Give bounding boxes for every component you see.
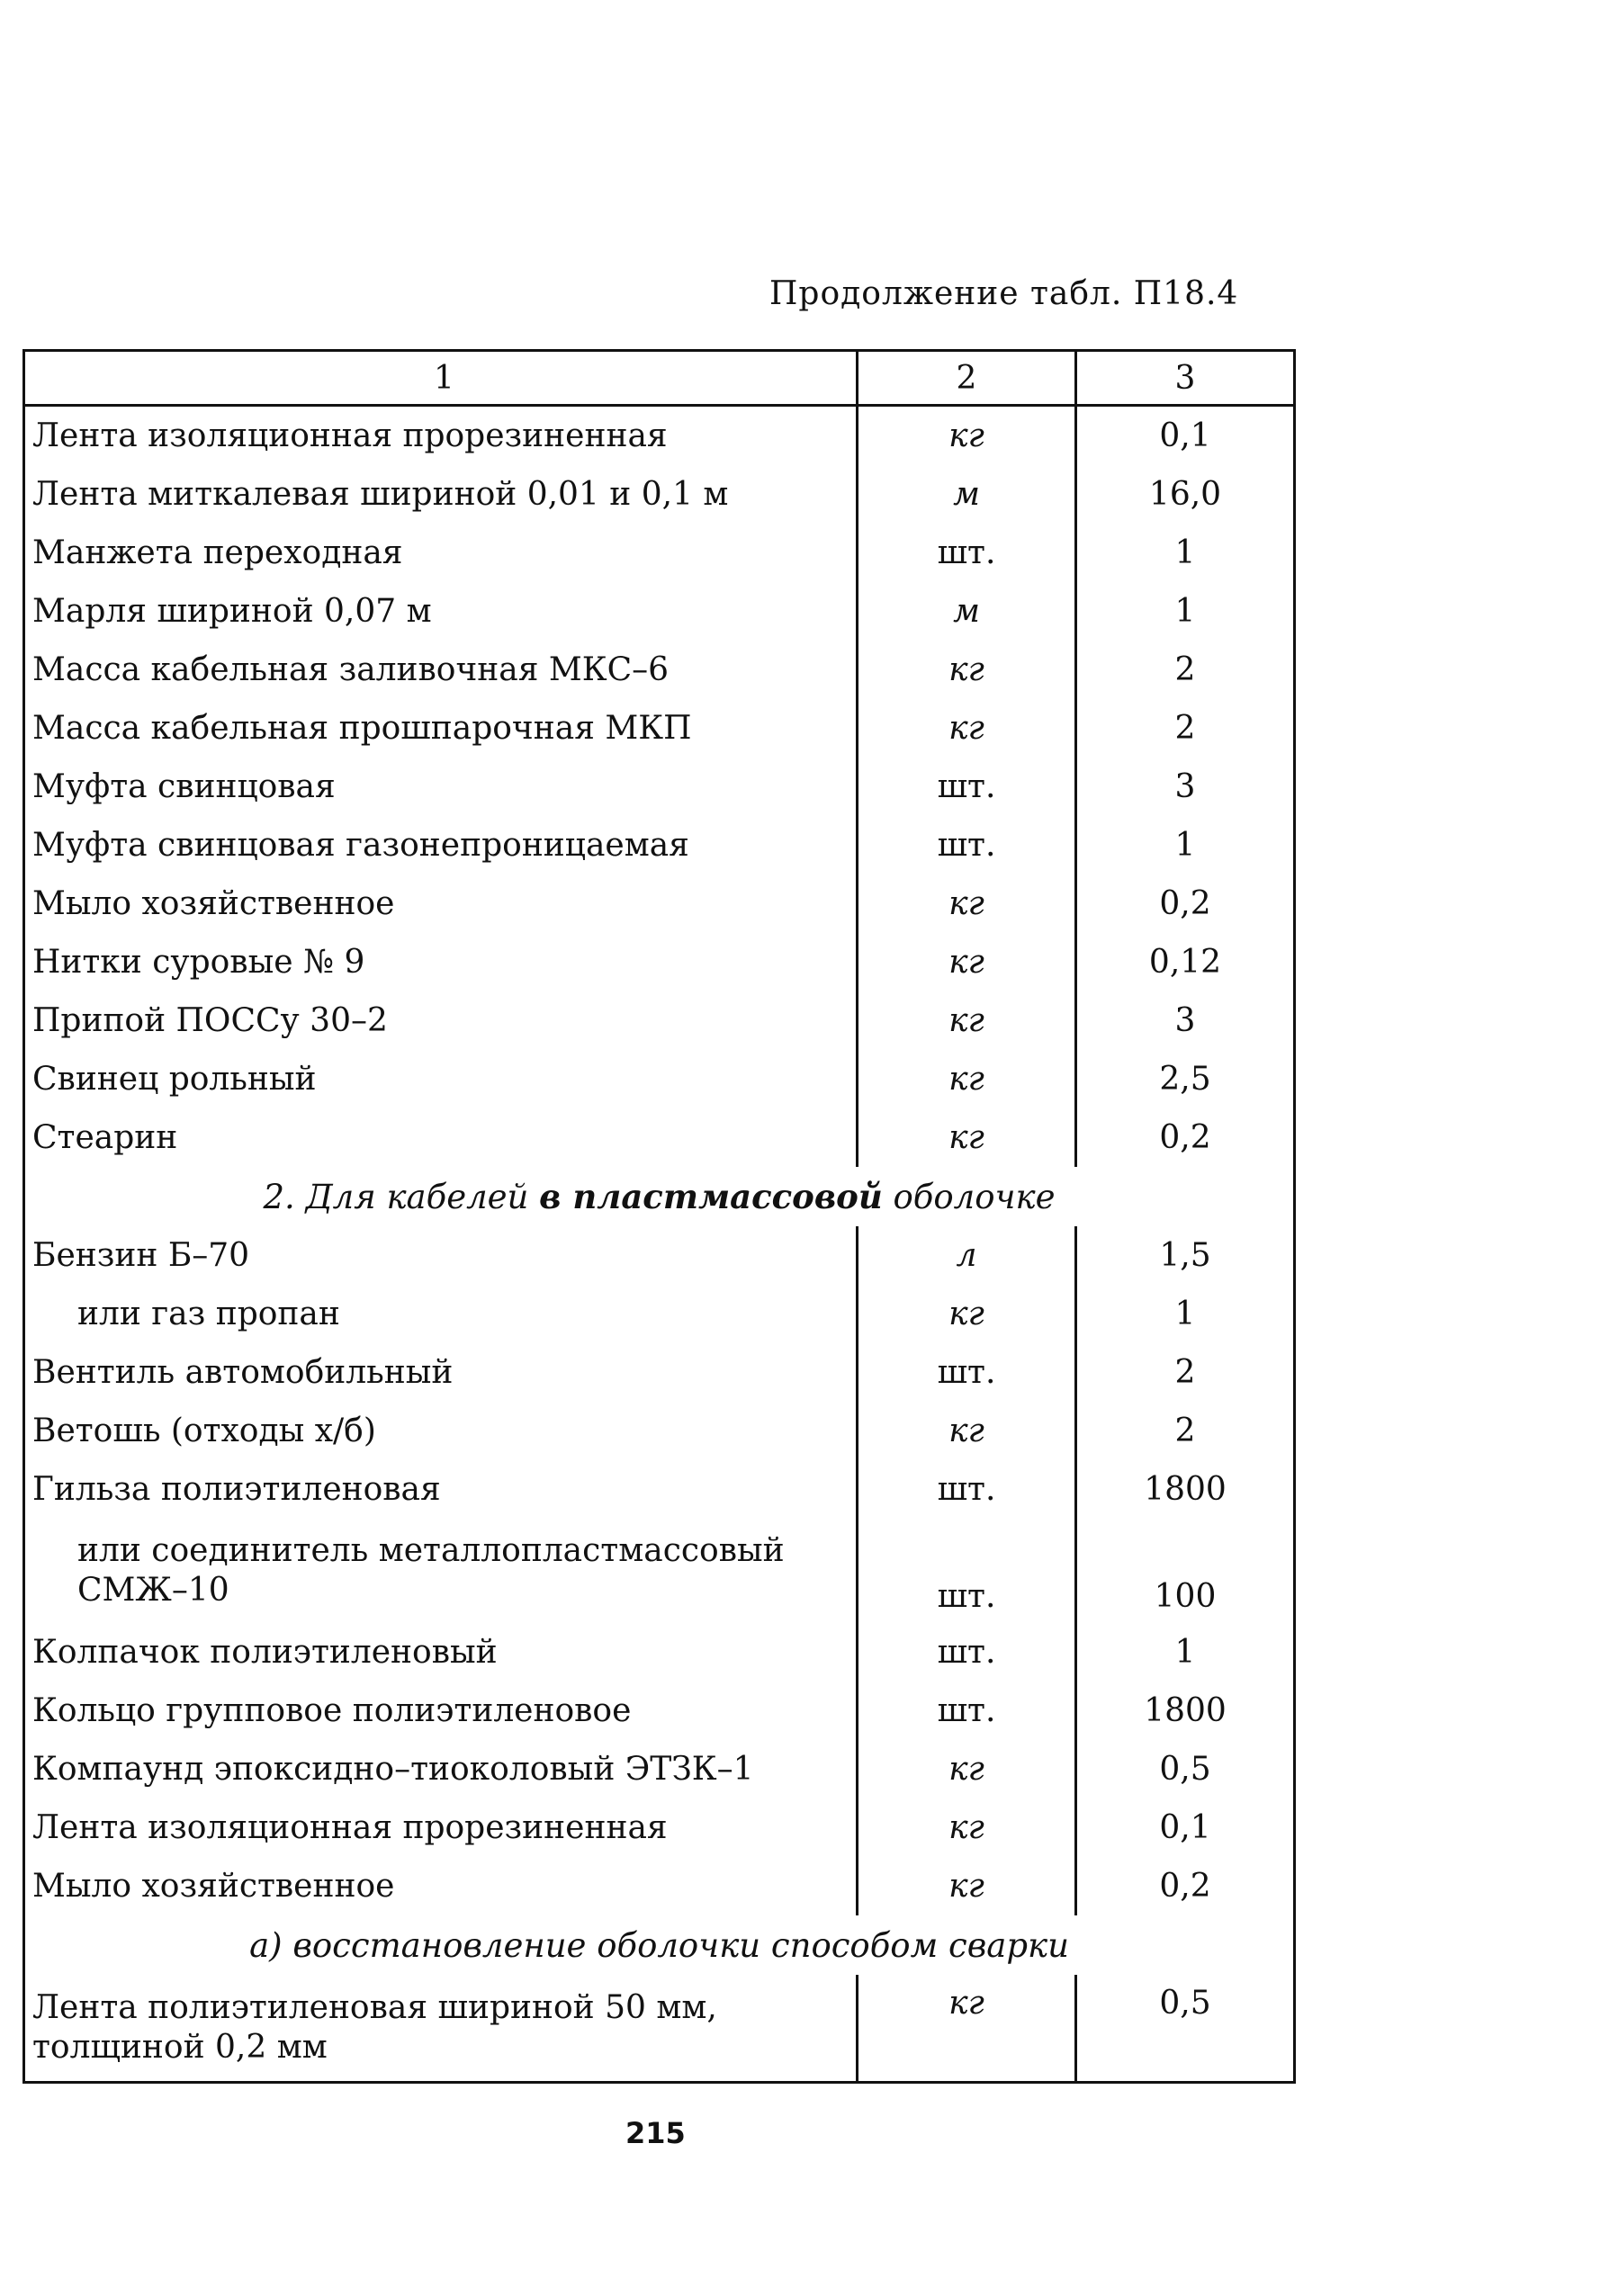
- section-plastic-sheath-title: [24, 1167, 1295, 1226]
- header-col-1: 1: [24, 351, 858, 406]
- unit-cell: кг: [858, 1108, 1076, 1167]
- quantity-cell: 0,5: [1076, 1740, 1295, 1798]
- table-row: [24, 1975, 1295, 2083]
- material-name: или газ пропан: [24, 1285, 858, 1343]
- quantity-cell: 1: [1076, 1285, 1295, 1343]
- section-title-part: 2. Для кабелей: [263, 1177, 540, 1216]
- unit-cell: кг: [858, 874, 1076, 933]
- quantity-cell: 1: [1076, 1623, 1295, 1682]
- material-name: Манжета переходная: [24, 524, 858, 582]
- material-name: Гильза полиэтиленовая: [24, 1460, 858, 1519]
- unit-cell: кг: [858, 1740, 1076, 1798]
- material-name: Бензин Б–70: [24, 1226, 858, 1285]
- quantity-cell: 1: [1076, 816, 1295, 874]
- table-row: [24, 1226, 1295, 1285]
- quantity-cell: 2: [1076, 1402, 1295, 1460]
- quantity-cell: 2: [1076, 1343, 1295, 1402]
- table-row: [24, 874, 1295, 933]
- quantity-cell: 2,5: [1076, 1050, 1295, 1108]
- material-name: Лента изоляционная прорезиненная: [24, 406, 858, 466]
- table-row: [24, 524, 1295, 582]
- material-name: Муфта свинцовая газонепроницаемая: [24, 816, 858, 874]
- unit-cell: кг: [858, 1798, 1076, 1857]
- quantity-cell: 0,2: [1076, 874, 1295, 933]
- unit-cell: шт.: [858, 816, 1076, 874]
- table-row: [24, 1460, 1295, 1519]
- table-row: [24, 699, 1295, 758]
- quantity-cell: 0,2: [1076, 1108, 1295, 1167]
- unit-cell: шт.: [858, 1460, 1076, 1519]
- table-row: [24, 816, 1295, 874]
- table-row: [24, 758, 1295, 816]
- unit-cell: шт.: [858, 758, 1076, 816]
- material-name: Муфта свинцовая: [24, 758, 858, 816]
- unit-cell: кг: [858, 1402, 1076, 1460]
- section-plastic-sheath: [24, 1167, 1295, 1226]
- unit-cell: кг: [858, 406, 1076, 466]
- unit-cell: шт.: [858, 1343, 1076, 1402]
- material-name: Лента полиэтиленовая шириной 50 мм, толщиной 0,2 мм: [24, 1975, 858, 2083]
- table-row: [24, 1682, 1295, 1740]
- section-title-text: а) восстановление оболочки способом сварки: [249, 1925, 1069, 1965]
- quantity-cell: 3: [1076, 991, 1295, 1050]
- table-row: [24, 1050, 1295, 1108]
- material-name: Лента миткалевая шириной 0,01 и 0,1 м: [24, 465, 858, 524]
- quantity-cell: 16,0: [1076, 465, 1295, 524]
- table-header-row: [24, 351, 1295, 406]
- unit-cell: м: [858, 465, 1076, 524]
- table-row: [24, 1519, 1295, 1623]
- section-welding: [24, 1915, 1295, 1975]
- quantity-cell: 1,5: [1076, 1226, 1295, 1285]
- material-name: Колпачок полиэтиленовый: [24, 1623, 858, 1682]
- unit-cell: кг: [858, 1285, 1076, 1343]
- table-row: [24, 1285, 1295, 1343]
- unit-cell: шт.: [858, 524, 1076, 582]
- material-name: Мыло хозяйственное: [24, 874, 858, 933]
- unit-cell: шт.: [858, 1682, 1076, 1740]
- material-name: Масса кабельная прошпарочная МКП: [24, 699, 858, 758]
- table-row: [24, 1798, 1295, 1857]
- unit-cell: шт.: [858, 1623, 1076, 1682]
- material-name: Масса кабельная заливочная МКС–6: [24, 641, 858, 699]
- table-row: [24, 1108, 1295, 1167]
- quantity-cell: 0,12: [1076, 933, 1295, 991]
- quantity-cell: 0,2: [1076, 1857, 1295, 1915]
- quantity-cell: 2: [1076, 641, 1295, 699]
- material-name: Мыло хозяйственное: [24, 1857, 858, 1915]
- quantity-cell: 0,5: [1076, 1975, 1295, 2083]
- material-name: Компаунд эпоксидно–тиоколовый ЭТЗК–1: [24, 1740, 858, 1798]
- table-row: [24, 991, 1295, 1050]
- table-row: [24, 1740, 1295, 1798]
- quantity-cell: 0,1: [1076, 406, 1295, 466]
- material-name: или соединитель металлопластмассовый СМЖ–10: [24, 1519, 858, 1623]
- unit-cell: кг: [858, 991, 1076, 1050]
- table-row: [24, 933, 1295, 991]
- table-row: [24, 406, 1295, 466]
- material-name: Ветошь (отходы х/б): [24, 1402, 858, 1460]
- material-name: Вентиль автомобильный: [24, 1343, 858, 1402]
- quantity-cell: 3: [1076, 758, 1295, 816]
- table-row: [24, 1623, 1295, 1682]
- material-name: Лента изоляционная прорезиненная: [24, 1798, 858, 1857]
- unit-cell: кг: [858, 699, 1076, 758]
- table-row: [24, 465, 1295, 524]
- material-name: Марля шириной 0,07 м: [24, 582, 858, 641]
- page-number: 215: [625, 2116, 686, 2150]
- material-name: Свинец рольный: [24, 1050, 858, 1108]
- material-name: Стеарин: [24, 1108, 858, 1167]
- unit-cell: шт.: [858, 1519, 1076, 1623]
- quantity-cell: 2: [1076, 699, 1295, 758]
- quantity-cell: 100: [1076, 1519, 1295, 1623]
- header-col-3: 3: [1076, 351, 1295, 406]
- table-row: [24, 1402, 1295, 1460]
- material-name: Припой ПОССу 30–2: [24, 991, 858, 1050]
- unit-cell: м: [858, 582, 1076, 641]
- table-caption: Продолжение табл. П18.4: [769, 275, 1239, 312]
- table-row: [24, 582, 1295, 641]
- section-title-bold: в пластмассовой: [539, 1176, 883, 1216]
- quantity-cell: 1: [1076, 524, 1295, 582]
- header-col-2: 2: [858, 351, 1076, 406]
- section-title-part: оболочке: [882, 1177, 1056, 1216]
- unit-cell: л: [858, 1226, 1076, 1285]
- unit-cell: кг: [858, 1050, 1076, 1108]
- unit-cell: кг: [858, 1975, 1076, 2083]
- quantity-cell: 0,1: [1076, 1798, 1295, 1857]
- section-welding-title: [24, 1915, 1295, 1975]
- unit-cell: кг: [858, 641, 1076, 699]
- quantity-cell: 1800: [1076, 1682, 1295, 1740]
- quantity-cell: 1800: [1076, 1460, 1295, 1519]
- unit-cell: кг: [858, 1857, 1076, 1915]
- unit-cell: кг: [858, 933, 1076, 991]
- material-name: Кольцо групповое полиэтиленовое: [24, 1682, 858, 1740]
- table-row: [24, 641, 1295, 699]
- material-name: Нитки суровые № 9: [24, 933, 858, 991]
- materials-table: [22, 349, 1296, 2084]
- table-row: [24, 1857, 1295, 1915]
- quantity-cell: 1: [1076, 582, 1295, 641]
- table-row: [24, 1343, 1295, 1402]
